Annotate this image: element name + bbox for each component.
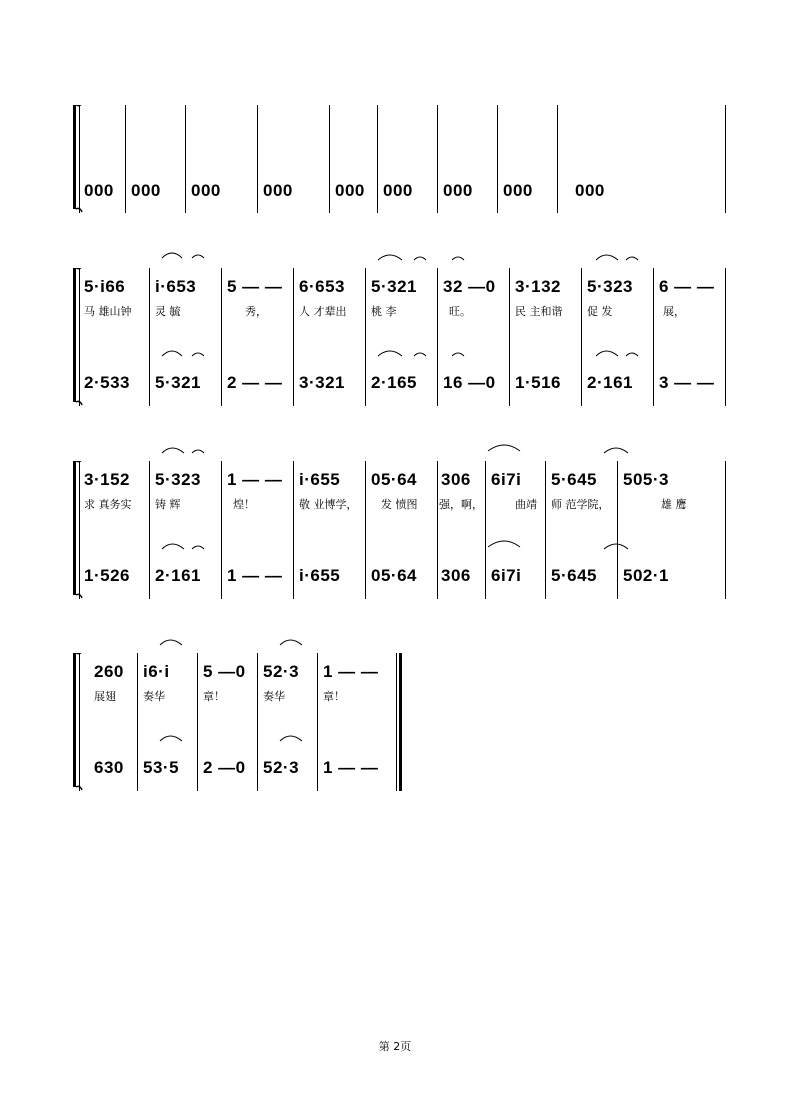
measure-notes: 52·3 [263,758,300,777]
barline [197,653,198,791]
barline [79,268,80,406]
lyric: 旺。 [449,305,471,318]
system-2 [70,268,730,406]
barline [79,461,80,599]
measure-notes: 5 —0 [203,662,246,681]
slur [480,535,540,549]
final-barline-thick [399,653,402,791]
measure-notes: 306 [441,566,471,585]
measure-notes: 3·132 [515,277,561,296]
barline [485,461,486,599]
barline [377,105,378,213]
lyric: 发 愤图 [381,498,418,511]
measure-notes: 306 [441,470,471,489]
measure-notes: 1·526 [84,566,130,585]
lyric: 民 主和谐 [515,305,563,318]
barline [79,105,80,213]
system-1 [70,105,730,213]
measure-notes: 2·161 [155,566,201,585]
measure-notes: 5·i66 [84,277,126,296]
measure-notes: 1 — — [227,470,283,489]
measure-notes: 000 [575,181,605,200]
slur [592,248,652,262]
barline [293,461,294,599]
page-number: 第 2页 [378,1040,412,1053]
barline [437,105,438,213]
barline [365,461,366,599]
slur [480,439,540,453]
measure-notes: 000 [443,181,473,200]
measure-notes: 630 [94,758,124,777]
barline [725,461,726,599]
measure-notes: 000 [263,181,293,200]
measure-notes: 260 [94,662,124,681]
lyric: 人 才辈出 [299,305,347,318]
slur [592,344,652,358]
lyric: 桃 李 [371,305,397,318]
measure-notes: 3·321 [299,373,345,392]
lyric: 师 范学院， [551,498,610,511]
measure-notes: 000 [131,181,161,200]
system-4 [70,653,410,791]
lyric: 秀， [245,305,267,318]
lyric: 求 真务实 [84,498,132,511]
slur [158,344,218,358]
system-3 [70,461,730,599]
measure-notes: 16 —0 [443,373,496,392]
measure-notes: 000 [503,181,533,200]
lyric: 展翅 [94,690,116,703]
barline [317,653,318,791]
lyric: 奏华 [143,690,165,703]
lyric: 章！ [203,690,225,703]
slur [276,633,316,647]
measure-notes: 6 — — [659,277,715,296]
measure-notes: 6i7i [491,470,522,489]
barline [137,653,138,791]
measure-notes: 000 [191,181,221,200]
measure-notes: 000 [84,181,114,200]
system-bracket [70,461,84,599]
measure-notes: 2 — — [227,373,283,392]
measure-notes: 1·516 [515,373,561,392]
lyric: 煌！ [233,498,255,511]
barline [329,105,330,213]
measure-notes: i·653 [155,277,197,296]
measure-notes: 5·321 [155,373,201,392]
measure-notes: 05·64 [371,566,417,585]
measure-notes: 5·323 [587,277,633,296]
barline [185,105,186,213]
barline [725,268,726,406]
lyric: 强，啊， [439,498,483,511]
slur [276,729,316,743]
lyric: 雄 鹰 [661,498,687,511]
measure-notes: 2 —0 [203,758,246,777]
measure-notes: i·655 [299,470,341,489]
slur [158,246,218,260]
lyric: 铸 辉 [155,498,181,511]
measure-notes: 000 [335,181,365,200]
measure-notes: i·655 [299,566,341,585]
measure-notes: 5·645 [551,470,597,489]
barline [653,268,654,406]
slur [600,537,640,551]
measure-notes: 53·5 [143,758,180,777]
measure-notes: 32 —0 [443,277,496,296]
measure-notes: 2·161 [587,373,633,392]
barline [497,105,498,213]
barline [293,268,294,406]
measure-notes: 6i7i [491,566,522,585]
barline [365,268,366,406]
measure-notes: 502·1 [623,566,669,585]
measure-notes: 1 — — [323,758,379,777]
measure-notes: 6·653 [299,277,345,296]
slur [600,441,640,455]
lyric: 促 发 [587,305,613,318]
barline [149,268,150,406]
measure-notes: 2·533 [84,373,130,392]
barline [149,461,150,599]
slur [374,248,474,262]
measure-notes: 5·645 [551,566,597,585]
measure-notes: 1 — — [227,566,283,585]
barline [617,461,618,599]
barline [79,653,80,791]
system-bracket [70,268,84,406]
barline [221,268,222,406]
slur [158,441,218,455]
measure-notes: 2·165 [371,373,417,392]
measure-notes: 505·3 [623,470,669,489]
measure-notes: 5·321 [371,277,417,296]
lyric: 敬 业博学， [299,498,358,511]
measure-notes: 3 — — [659,373,715,392]
barline [509,268,510,406]
slur [158,537,218,551]
system-bracket [70,653,84,791]
system-bracket [70,105,84,213]
lyric: 展， [663,305,685,318]
barline [725,105,726,213]
lyric: 灵 毓 [155,305,181,318]
lyric: 奏华 [263,690,285,703]
final-barline-thin [396,653,397,791]
measure-notes: i6·i [143,662,170,681]
measure-notes: 52·3 [263,662,300,681]
measure-notes: 1 — — [323,662,379,681]
lyric: 马 雄山钟 [84,305,132,318]
barline [581,268,582,406]
barline [437,268,438,406]
measure-notes: 5·323 [155,470,201,489]
lyric: 章！ [323,690,345,703]
barline [125,105,126,213]
measure-notes: 05·64 [371,470,417,489]
barline [557,105,558,213]
barline [437,461,438,599]
barline [257,105,258,213]
measure-notes: 3·152 [84,470,130,489]
slur [374,344,474,358]
barline [545,461,546,599]
slur [156,633,196,647]
measure-notes: 000 [383,181,413,200]
slur [156,729,196,743]
barline [257,653,258,791]
barline [221,461,222,599]
measure-notes: 5 — — [227,277,283,296]
lyric: 曲靖 [515,498,537,511]
